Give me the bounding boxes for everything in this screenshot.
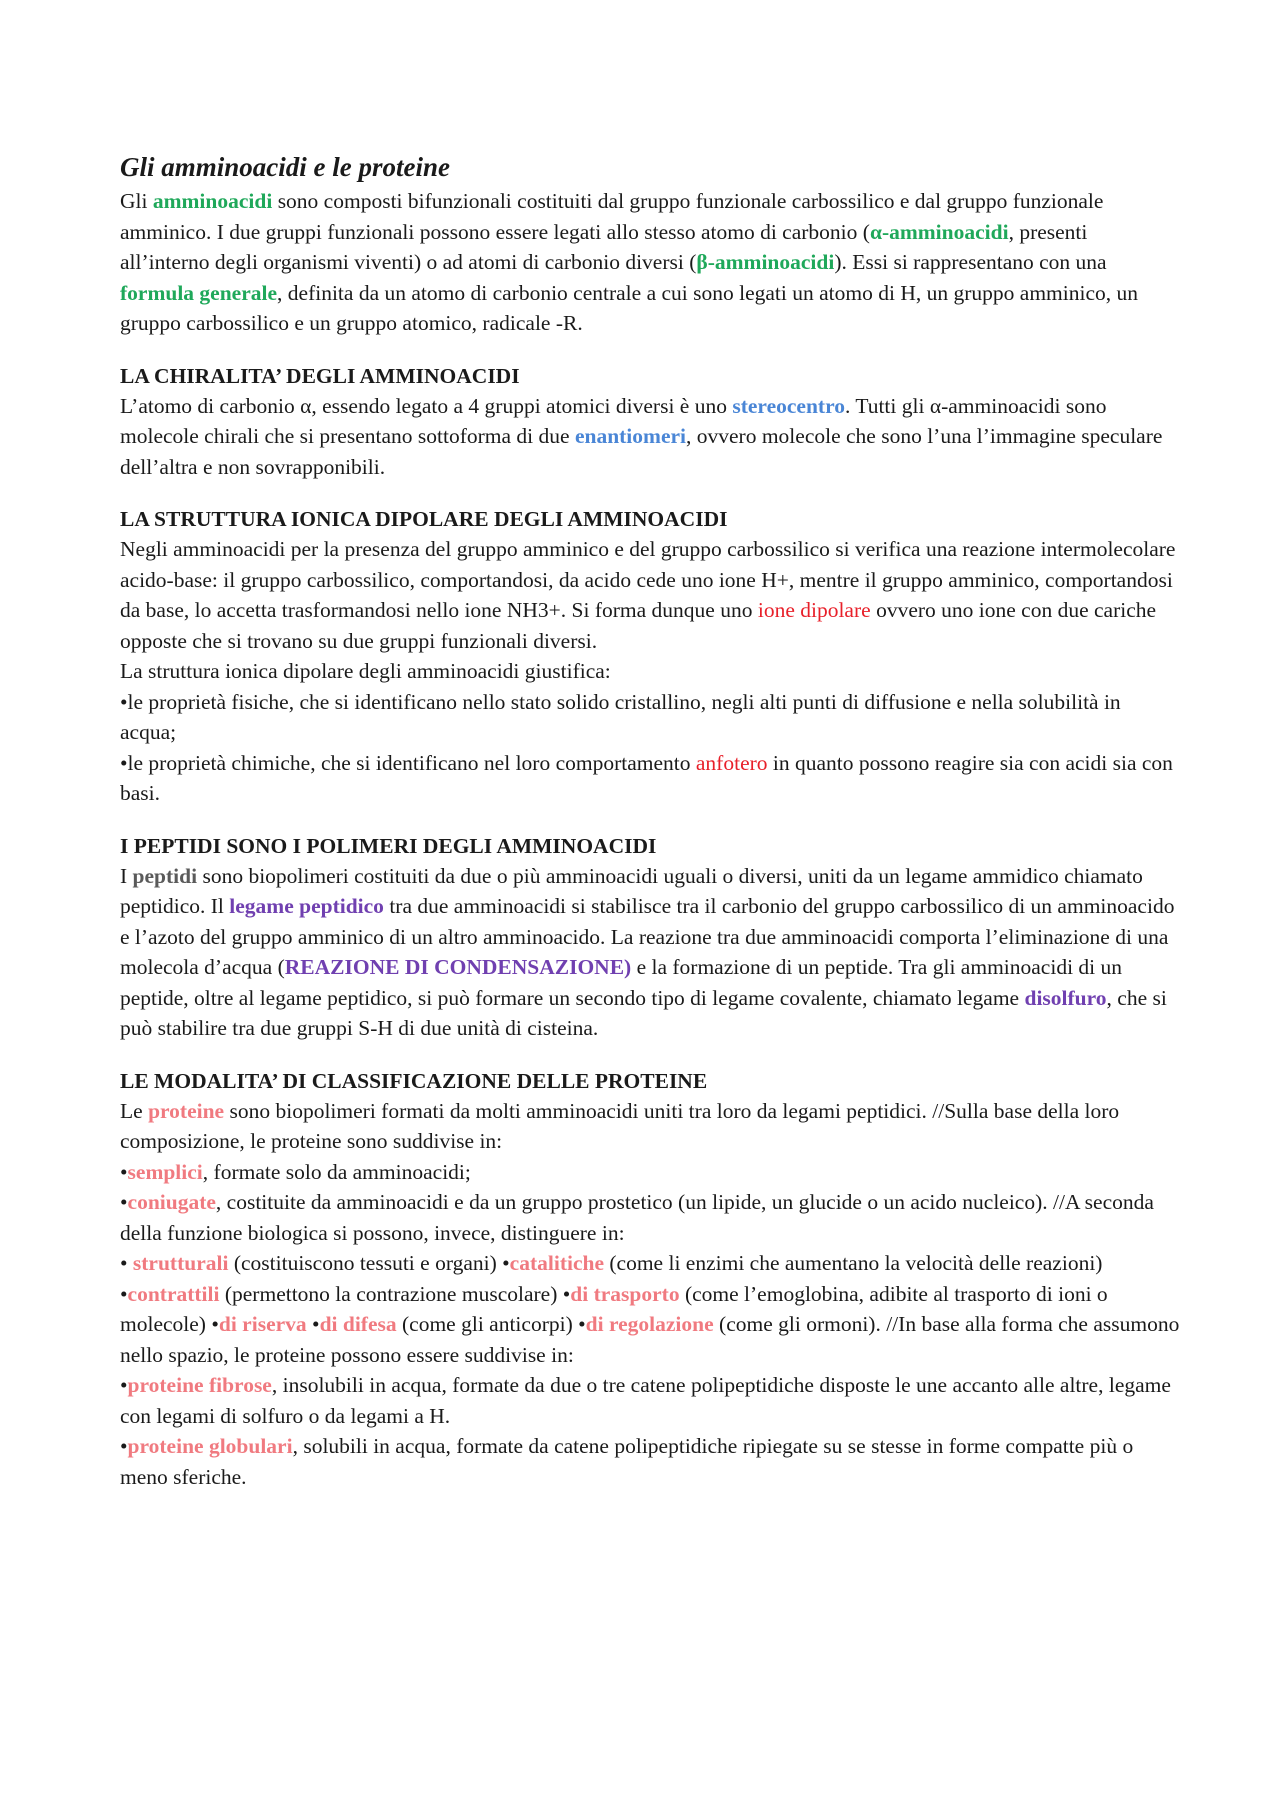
classification-bullet — [120, 1248, 1180, 1370]
text: sono biopolimeri costituiti da due o più amminoacidi uguali o diversi, uniti da un legame ammidico chiamato peptidico. Il — [120, 863, 1143, 918]
keyword: proteine — [148, 1098, 225, 1123]
text: , presenti all’interno degli organismi viventi) o ad atomi di carbonio diversi ( — [120, 219, 1088, 274]
text: , definita da un atomo di carbonio centrale a cui sono legati un atomo di H, un gruppo amminico, un gruppo carbossilico e un gruppo atomico, radicale -R. — [120, 280, 1139, 335]
ionic-line: La struttura ionica dipolare degli amminoacidi giustifica: — [120, 659, 611, 683]
keyword: enantiomeri — [574, 424, 686, 448]
section-heading-ionic: LA STRUTTURA IONICA DIPOLARE DEGLI AMMINOACIDI — [120, 507, 728, 531]
keyword: proteine globulari — [127, 1434, 293, 1458]
section-heading-classification: LE MODALITA’ DI CLASSIFICAZIONE DELLE PROTEINE — [120, 1068, 708, 1093]
text: • — [120, 1190, 128, 1214]
keyword: ione dipolare — [757, 598, 871, 622]
text: ovvero uno ione con due cariche opposte che si trovano su due gruppi funzionali diversi. — [120, 598, 1157, 653]
keyword: α-amminoacidi — [869, 219, 1009, 244]
text: (costituiscono tessuti e organi) • — [228, 1251, 510, 1275]
text: (come li enzimi che aumentano la velocità delle reazioni) • — [120, 1251, 1103, 1306]
intro-paragraph — [120, 186, 1180, 339]
keyword: strutturali — [132, 1251, 229, 1275]
text: ). Essi si rappresentano con una — [834, 250, 1107, 274]
page-title: Gli amminoacidi e le proteine — [120, 152, 450, 182]
text: , che si può stabilire tra due gruppi S-H di due unità di cisteina. — [120, 985, 1167, 1040]
keyword: β-amminoacidi — [696, 250, 835, 274]
text: Negli amminoacidi per la presenza del gruppo amminico e del gruppo carbossilico si verifica una reazione intermolecolare acido-base: il gruppo carbossilico, comportandosi, da acido cede uno ione H+, mentre il gruppo amminico, comportandosi da base, lo accetta trasformandosi nello ione NH3+. Si forma dunque uno — [120, 537, 1176, 622]
document-page — [120, 150, 1180, 1492]
text: •le proprietà chimiche, che si identificano nel loro comportamento — [120, 750, 696, 775]
text: Gli — [120, 189, 153, 213]
text: I — [120, 863, 133, 888]
text: tra due amminoacidi si stabilisce tra il carbonio del gruppo carbossilico di un amminoacido e l’azoto del gruppo amminico di un altro amminoacido. La reazione tra due amminoacidi comporta l’eliminazione di una molecola d’acqua ( — [120, 894, 1175, 979]
keyword: legame peptidico — [229, 894, 384, 918]
text: . Tutti gli α-amminoacidi sono molecole chirali che si presentano sottoforma di due — [120, 393, 1107, 448]
keyword: REAZIONE DI CONDENSAZIONE) — [284, 955, 632, 979]
text: sono composti bifunzionali costituiti dal gruppo funzionale carbossilico e dal gruppo funzionale amminico. I due gruppi funzionali possono essere legati allo stesso atomo di carbonio ( — [120, 189, 1104, 244]
keyword: anfotero — [695, 750, 768, 775]
peptides-paragraph — [120, 861, 1180, 1044]
text: • — [120, 1159, 128, 1184]
keyword: amminoacidi — [152, 189, 273, 213]
text: • — [120, 1373, 128, 1397]
text: (permettono la contrazione muscolare) • — [219, 1281, 571, 1306]
ionic-paragraph — [120, 534, 1180, 656]
keyword: contrattili — [127, 1281, 220, 1306]
text: Le — [120, 1098, 149, 1123]
text: e la formazione di un peptide. Tra gli amminoacidi di un peptide, oltre al legame peptidico, si può formare un secondo tipo di legame covalente, chiamato legame — [120, 955, 1123, 1010]
keyword: di difesa — [319, 1312, 397, 1336]
ionic-bullet — [120, 748, 1180, 809]
text: , costituite da amminoacidi e da un gruppo prostetico (un lipide, un glucide o un acido nucleico). //A seconda della funzione biologica si possono, invece, distinguere in: — [120, 1190, 1154, 1245]
keyword: disolfuro — [1024, 985, 1107, 1010]
classification-bullet — [120, 1157, 1180, 1188]
keyword: proteine fibrose — [127, 1373, 272, 1397]
section-heading-chirality: LA CHIRALITA’ DEGLI AMMINOACIDI — [120, 363, 520, 388]
text: • — [306, 1312, 320, 1336]
text: (come gli anticorpi) • — [396, 1312, 586, 1336]
keyword: di trasporto — [570, 1281, 680, 1306]
text: • — [120, 1434, 128, 1458]
classification-bullet — [120, 1187, 1180, 1248]
keyword: di regolazione — [585, 1312, 714, 1336]
keyword: formula generale — [120, 280, 278, 305]
text: L’atomo di carbonio α, essendo legato a 4 gruppi atomici diversi è uno — [120, 393, 733, 418]
text: (come gli ormoni). //In base alla forma che assumono nello spazio, le proteine possono essere suddivise in: — [120, 1312, 1180, 1367]
chirality-paragraph — [120, 391, 1180, 483]
keyword: stereocentro — [732, 393, 845, 418]
keyword: di riserva — [218, 1312, 307, 1336]
text: (come l’emoglobina, adibite al trasporto di ioni o molecole) • — [120, 1281, 1108, 1336]
classification-bullet — [120, 1431, 1180, 1492]
text: , ovvero molecole che sono l’una l’immagine speculare dell’altra e non sovrapponibili. — [120, 424, 1163, 479]
text: , formate solo da amminoacidi; — [202, 1159, 471, 1184]
section-heading-peptides: I PEPTIDI SONO I POLIMERI DEGLI AMMINOACIDI — [120, 833, 657, 858]
text: sono biopolimeri formati da molti amminoacidi uniti tra loro da legami peptidici. //Sulla base della loro composizione, le proteine sono suddivise in: — [120, 1098, 1120, 1153]
ionic-bullet: •le proprietà fisiche, che si identificano nello stato solido cristallino, negli alti punti di diffusione e nella solubilità in acqua; — [120, 689, 1121, 744]
keyword: catalitiche — [509, 1251, 604, 1275]
text: • — [120, 1251, 133, 1275]
keyword: peptidi — [132, 863, 198, 888]
text: , solubili in acqua, formate da catene polipeptidiche ripiegate su se stesse in forme compatte più o meno sferiche. — [120, 1434, 1134, 1489]
classification-bullet — [120, 1370, 1180, 1431]
text: , insolubili in acqua, formate da due o tre catene polipeptidiche disposte le une accanto alle altre, legame con legami di solfuro o da legami a H. — [120, 1373, 1171, 1428]
classification-paragraph — [120, 1096, 1180, 1157]
text: in quanto possono reagire sia con acidi sia con basi. — [120, 750, 1173, 805]
keyword: coniugate — [127, 1190, 216, 1214]
keyword: semplici — [127, 1159, 203, 1184]
